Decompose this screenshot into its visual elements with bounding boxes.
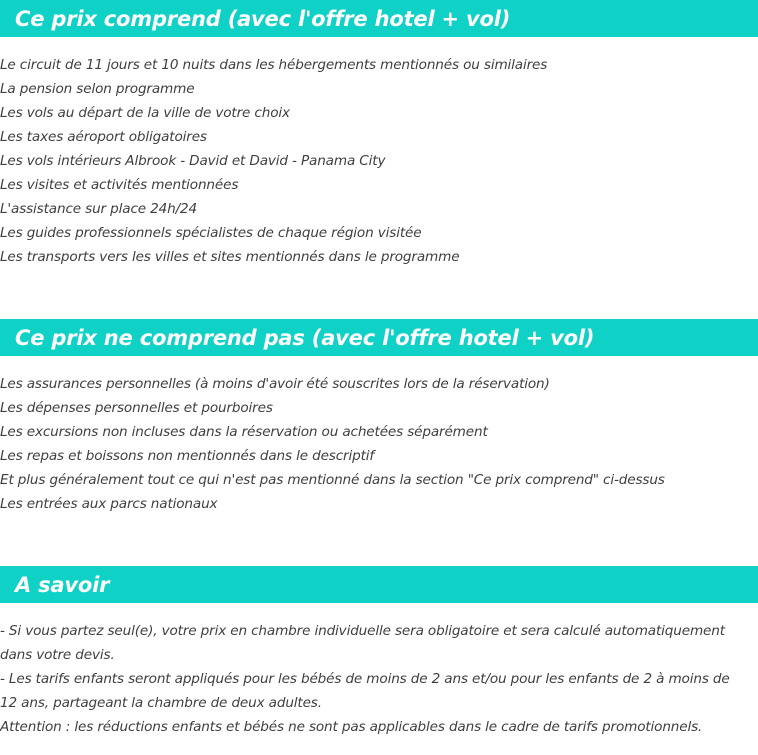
list-item: La pension selon programme xyxy=(0,81,195,97)
list-item: Les excursions non incluses dans la réservation ou achetées séparément xyxy=(0,424,488,440)
section-not-included xyxy=(0,319,758,516)
list-item: Les taxes aéroport obligatoires xyxy=(0,129,207,145)
list-item: Les transports vers les villes et sites mentionnés dans le programme xyxy=(0,249,460,265)
section-title-included: Ce prix comprend (avec l'offre hotel + vol) xyxy=(15,6,511,31)
list-item: Et plus généralement tout ce qui n'est pas mentionné dans la section "Ce prix comprend" ci-dessus xyxy=(0,472,665,488)
good-to-know-text xyxy=(0,619,758,739)
list-item: Les dépenses personnelles et pourboires xyxy=(0,400,273,416)
list-item: L'assistance sur place 24h/24 xyxy=(0,201,198,217)
list-item: Les repas et boissons non mentionnés dans le descriptif xyxy=(0,448,375,464)
section-title-good-to-know: A savoir xyxy=(15,572,110,597)
section-included xyxy=(0,0,758,269)
list-item: Les guides professionnels spécialistes de chaque région visitée xyxy=(0,225,422,241)
section-title-not-included: Ce prix ne comprend pas (avec l'offre hotel + vol) xyxy=(15,325,595,350)
list-item: Les assurances personnelles (à moins d'avoir été souscrites lors de la réservation) xyxy=(0,376,550,392)
info-paragraph: Attention : les réductions enfants et bébés ne sont pas applicables dans le cadre de tarifs promotionnels. xyxy=(0,719,703,735)
section-good-to-know xyxy=(0,566,758,739)
info-paragraph: - Si vous partez seul(e), votre prix en chambre individuelle sera obligatoire et sera calculé automatiquement dans votre devis. xyxy=(0,623,725,663)
section-banner-good-to-know xyxy=(0,566,758,603)
list-item: Les vols intérieurs Albrook - David et David - Panama City xyxy=(0,153,386,169)
section-banner-not-included xyxy=(0,319,758,356)
list-item: Les entrées aux parcs nationaux xyxy=(0,496,218,512)
list-item: Le circuit de 11 jours et 10 nuits dans les hébergements mentionnés ou similaires xyxy=(0,57,548,73)
info-paragraph: - Les tarifs enfants seront appliqués pour les bébés de moins de 2 ans et/ou pour les enfants de 2 à moins de 12 ans, partageant la chambre de deux adultes. xyxy=(0,671,730,711)
not-included-list xyxy=(0,372,758,516)
list-item: Les visites et activités mentionnées xyxy=(0,177,239,193)
list-item: Les vols au départ de la ville de votre choix xyxy=(0,105,290,121)
included-list xyxy=(0,53,758,269)
section-banner-included xyxy=(0,0,758,37)
